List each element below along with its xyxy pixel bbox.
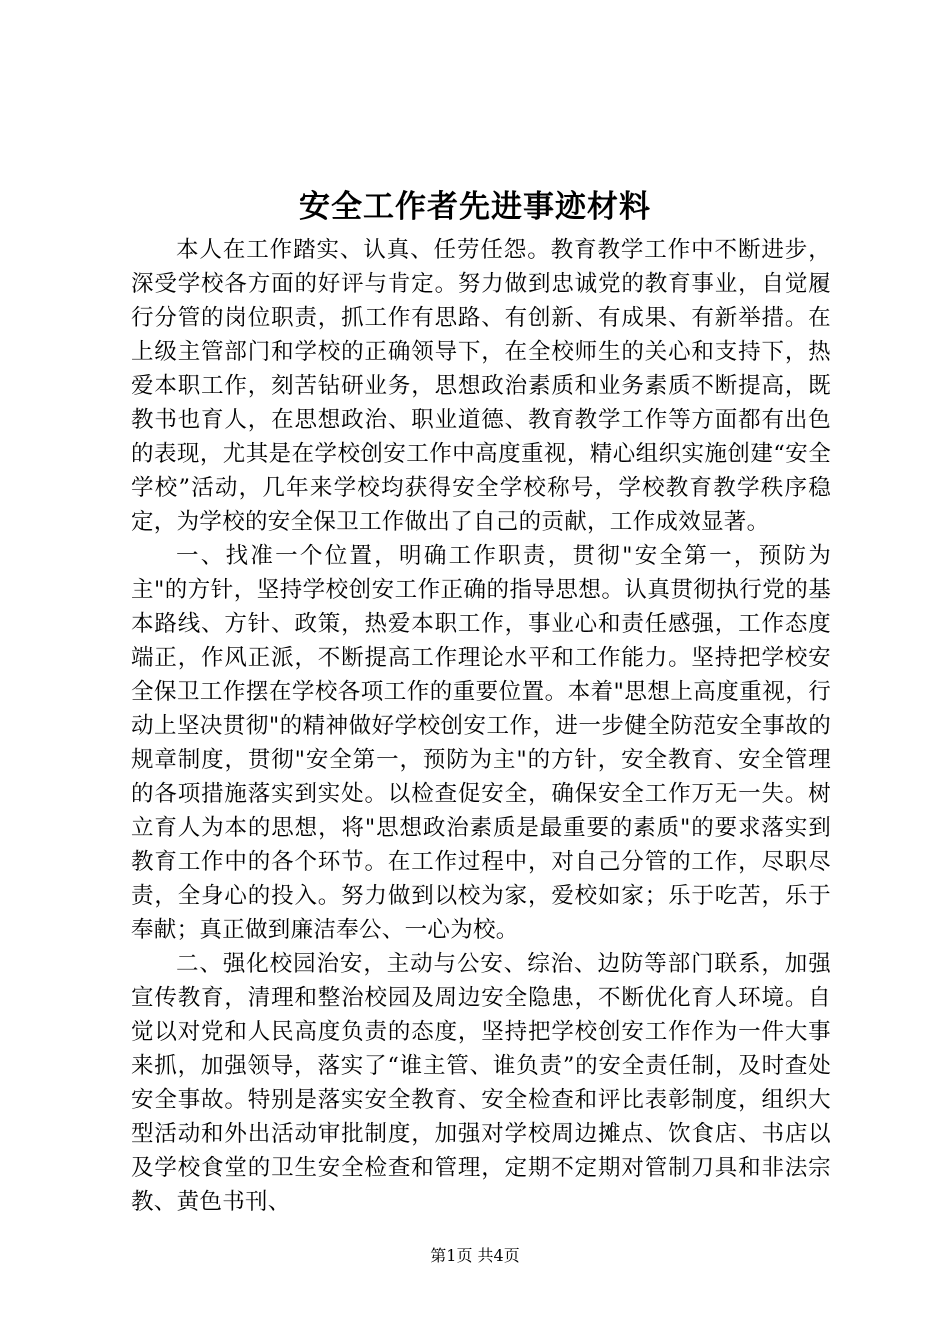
paragraph-intro: 本人在工作踏实、认真、任劳任怨。教育教学工作中不断进步，深受学校各方面的好评与肯定。努力做到忠诚党的教育事业，自觉履行分管的岗位职责，抓工作有思路、有创新、有成果、有新举措。在上级主管部门和学校的正确领导下，在全校师生的关心和支持下，热爱本职工作，刻苦钻研业务，思想政治素质和业务素质不断提高，既教书也育人，在思想政治、职业道德、教育教学工作等方面都有出色的表现，尤其是在学校创安工作中高度重视，精心组织实施创建“安全学校”活动，几年来学校均获得安全学校称号，学校教育教学秩序稳定，为学校的安全保卫工作做出了自己的贡献，工作成效显著。	[131, 237, 831, 535]
document-body	[131, 233, 831, 1219]
document-title: 安全工作者先进事迹材料	[299, 189, 651, 225]
paragraph-section-one: 一、找准一个位置，明确工作职责，贯彻"安全第一，预防为主"的方针，坚持学校创安工作正确的指导思想。认真贯彻执行党的基本路线、方针、政策，热爱本职工作，事业心和责任感强，工作态度端正，作风正派，不断提高工作理论水平和工作能力。坚持把学校安全保卫工作摆在学校各项工作的重要位置。本着"思想上高度重视，行动上坚决贯彻"的精神做好学校创安工作，进一步健全防范安全事故的规章制度，贯彻"安全第一，预防为主"的方针，安全教育、安全管理的各项措施落实到实处。以检查促安全，确保安全工作万无一失。树立育人为本的思想，将"思想政治素质是最重要的素质"的要求落实到教育工作中的各个环节。在工作过程中，对自己分管的工作，尽职尽责，全身心的投入。努力做到以校为家，爱校如家；乐于吃苦，乐于奉献；真正做到廉洁奉公、一心为校。	[131, 543, 831, 943]
paragraph-section-two: 二、强化校园治安，主动与公安、综治、边防等部门联系，加强宣传教育，清理和整治校园及周边安全隐患，不断优化育人环境。自觉以对党和人民高度负责的态度，坚持把学校创安工作作为一件大事来抓，加强领导，落实了“谁主管、谁负责”的安全责任制，及时查处安全事故。特别是落实安全教育、安全检查和评比表彰制度，组织大型活动和外出活动审批制度，加强对学校周边摊点、饮食店、书店以及学校食堂的卫生安全检查和管理，定期不定期对管制刀具和非法宗教、黄色书刊、	[131, 951, 831, 1215]
page-number-footer: 第1页 共4页	[430, 1246, 520, 1265]
